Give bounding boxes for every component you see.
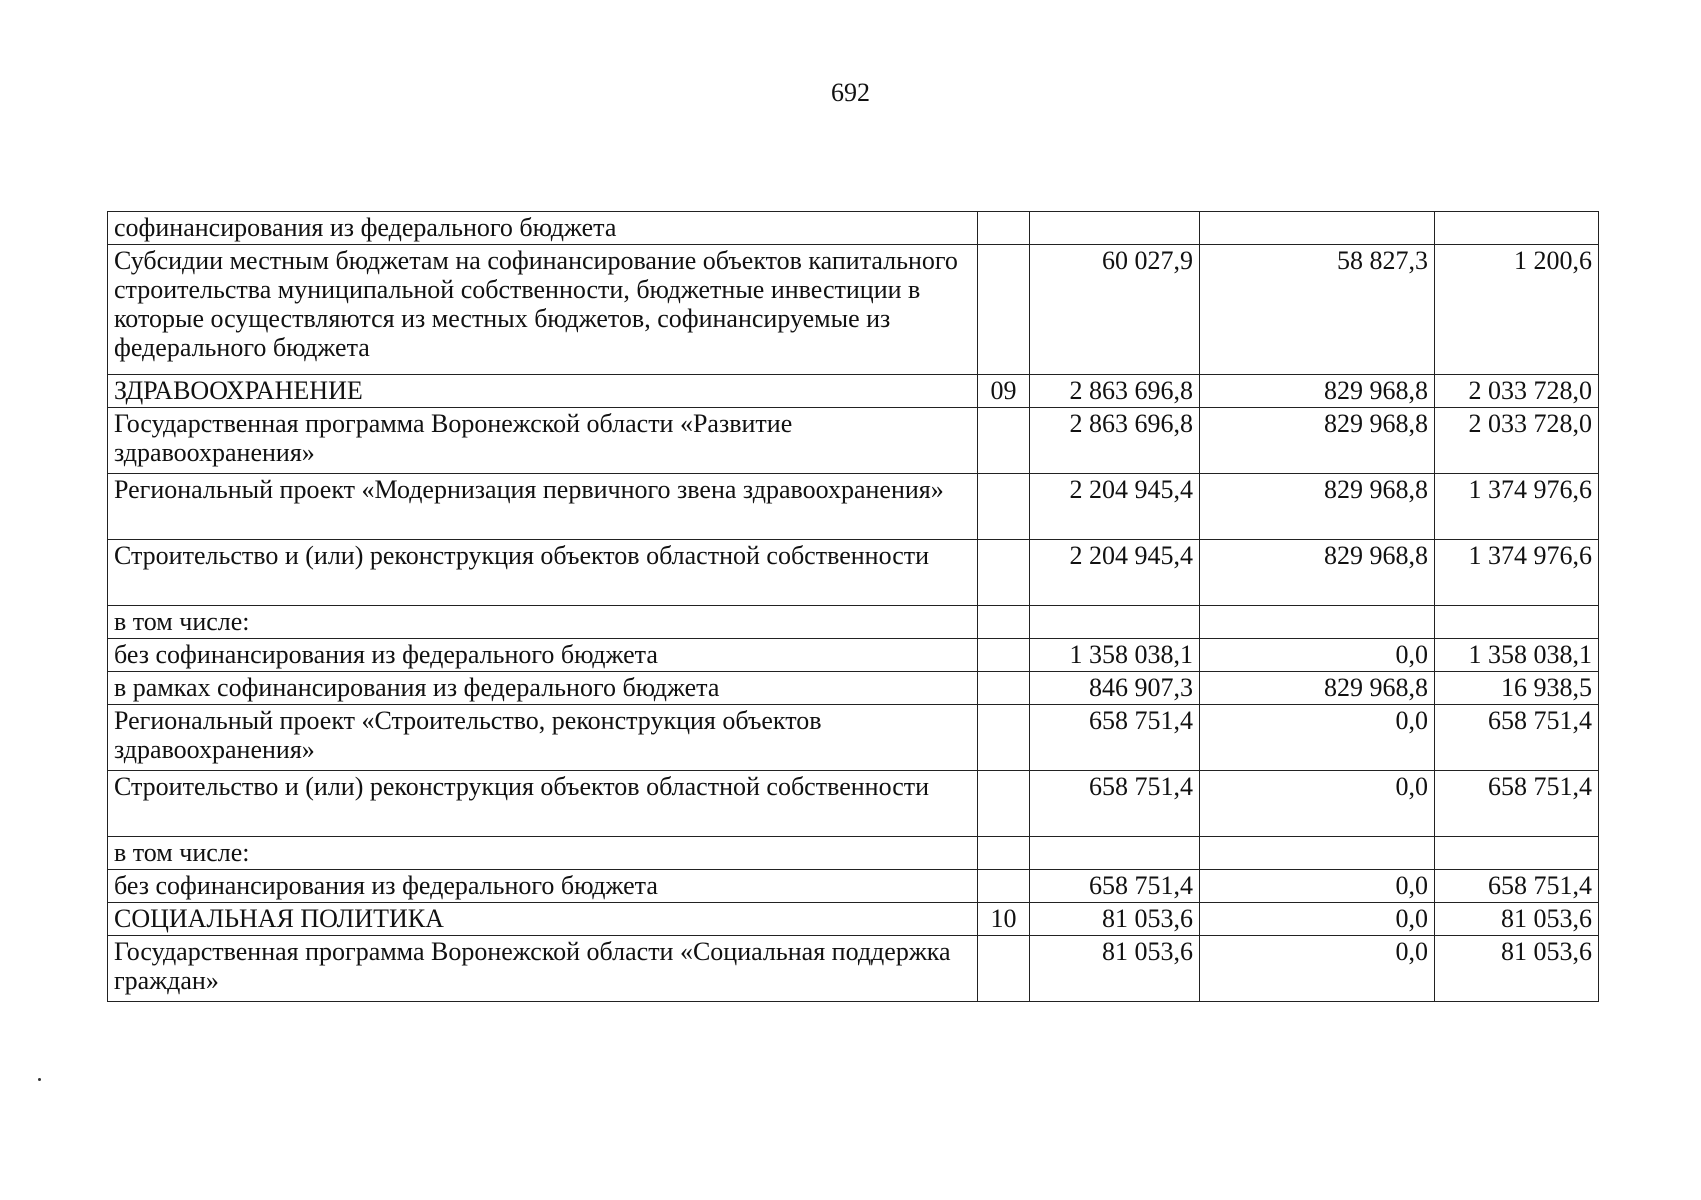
row-name-cell: ЗДРАВООХРАНЕНИЕ xyxy=(108,375,978,408)
federal-amount-cell: 829 968,8 xyxy=(1200,540,1435,606)
section-code-cell xyxy=(978,474,1030,540)
total-amount-cell: 658 751,4 xyxy=(1030,771,1200,837)
regional-amount-cell: 658 751,4 xyxy=(1435,705,1599,771)
section-code-cell xyxy=(978,540,1030,606)
total-amount-cell: 81 053,6 xyxy=(1030,903,1200,936)
row-name-cell: Строительство и (или) реконструкция объектов областной собственности xyxy=(108,771,978,837)
federal-amount-cell: 0,0 xyxy=(1200,705,1435,771)
federal-amount-cell: 0,0 xyxy=(1200,771,1435,837)
federal-amount-cell: 0,0 xyxy=(1200,639,1435,672)
section-code-cell xyxy=(978,672,1030,705)
row-name-cell: Региональный проект «Строительство, реконструкция объектов здравоохранения» xyxy=(108,705,978,771)
regional-amount-cell: 1 200,6 xyxy=(1435,245,1599,375)
row-name-cell: Государственная программа Воронежской области «Развитие здравоохранения» xyxy=(108,408,978,474)
table-body xyxy=(108,212,1599,1002)
regional-amount-cell: 81 053,6 xyxy=(1435,936,1599,1002)
table-row xyxy=(108,903,1599,936)
row-name-cell: в том числе: xyxy=(108,837,978,870)
federal-amount-cell xyxy=(1200,212,1435,245)
row-name-cell: в том числе: xyxy=(108,606,978,639)
total-amount-cell: 2 204 945,4 xyxy=(1030,474,1200,540)
regional-amount-cell: 1 374 976,6 xyxy=(1435,540,1599,606)
total-amount-cell: 846 907,3 xyxy=(1030,672,1200,705)
total-amount-cell: 658 751,4 xyxy=(1030,705,1200,771)
federal-amount-cell: 0,0 xyxy=(1200,936,1435,1002)
section-code-cell xyxy=(978,606,1030,639)
federal-amount-cell: 829 968,8 xyxy=(1200,408,1435,474)
section-code-cell xyxy=(978,639,1030,672)
table-row xyxy=(108,375,1599,408)
section-code-cell xyxy=(978,837,1030,870)
section-code-cell xyxy=(978,870,1030,903)
federal-amount-cell: 829 968,8 xyxy=(1200,375,1435,408)
total-amount-cell: 81 053,6 xyxy=(1030,936,1200,1002)
section-code-cell xyxy=(978,771,1030,837)
page-number: 692 xyxy=(831,78,870,107)
federal-amount-cell xyxy=(1200,606,1435,639)
table-row xyxy=(108,212,1599,245)
regional-amount-cell: 658 751,4 xyxy=(1435,771,1599,837)
section-code-cell xyxy=(978,212,1030,245)
regional-amount-cell: 1 358 038,1 xyxy=(1435,639,1599,672)
federal-amount-cell: 829 968,8 xyxy=(1200,672,1435,705)
regional-amount-cell xyxy=(1435,837,1599,870)
total-amount-cell: 658 751,4 xyxy=(1030,870,1200,903)
scan-artifact-dot xyxy=(38,1078,41,1081)
total-amount-cell: 2 863 696,8 xyxy=(1030,408,1200,474)
total-amount-cell: 60 027,9 xyxy=(1030,245,1200,375)
section-code-cell: 10 xyxy=(978,903,1030,936)
total-amount-cell xyxy=(1030,606,1200,639)
table-row xyxy=(108,705,1599,771)
section-code-cell: 09 xyxy=(978,375,1030,408)
table-row xyxy=(108,408,1599,474)
regional-amount-cell: 2 033 728,0 xyxy=(1435,375,1599,408)
row-name-cell: софинансирования из федерального бюджета xyxy=(108,212,978,245)
total-amount-cell xyxy=(1030,212,1200,245)
table-row xyxy=(108,870,1599,903)
row-name-cell: Региональный проект «Модернизация первичного звена здравоохранения» xyxy=(108,474,978,540)
table-row xyxy=(108,245,1599,375)
row-name-cell: Государственная программа Воронежской области «Социальная поддержка граждан» xyxy=(108,936,978,1002)
row-name-cell: Строительство и (или) реконструкция объектов областной собственности xyxy=(108,540,978,606)
row-name-cell: СОЦИАЛЬНАЯ ПОЛИТИКА xyxy=(108,903,978,936)
row-name-cell: Субсидии местным бюджетам на софинансирование объектов капитального строительства муниципальной собственности, бюджетные инвестиции в которые осуществляются из местных бюджетов, софинансируемые из федерального бюджета xyxy=(108,245,978,375)
section-code-cell xyxy=(978,705,1030,771)
federal-amount-cell: 0,0 xyxy=(1200,903,1435,936)
total-amount-cell: 1 358 038,1 xyxy=(1030,639,1200,672)
section-code-cell xyxy=(978,408,1030,474)
table-row xyxy=(108,606,1599,639)
table-row xyxy=(108,639,1599,672)
table-row xyxy=(108,540,1599,606)
regional-amount-cell: 81 053,6 xyxy=(1435,903,1599,936)
regional-amount-cell: 1 374 976,6 xyxy=(1435,474,1599,540)
total-amount-cell xyxy=(1030,837,1200,870)
regional-amount-cell xyxy=(1435,212,1599,245)
row-name-cell: в рамках софинансирования из федерального бюджета xyxy=(108,672,978,705)
federal-amount-cell xyxy=(1200,837,1435,870)
total-amount-cell: 2 204 945,4 xyxy=(1030,540,1200,606)
table-row xyxy=(108,936,1599,1002)
table-row xyxy=(108,771,1599,837)
row-name-cell: без софинансирования из федерального бюджета xyxy=(108,639,978,672)
table-row xyxy=(108,474,1599,540)
regional-amount-cell xyxy=(1435,606,1599,639)
row-name-cell: без софинансирования из федерального бюджета xyxy=(108,870,978,903)
budget-table xyxy=(107,211,1599,1002)
section-code-cell xyxy=(978,936,1030,1002)
table-row xyxy=(108,672,1599,705)
table-row xyxy=(108,837,1599,870)
federal-amount-cell: 0,0 xyxy=(1200,870,1435,903)
regional-amount-cell: 16 938,5 xyxy=(1435,672,1599,705)
federal-amount-cell: 829 968,8 xyxy=(1200,474,1435,540)
regional-amount-cell: 2 033 728,0 xyxy=(1435,408,1599,474)
section-code-cell xyxy=(978,245,1030,375)
total-amount-cell: 2 863 696,8 xyxy=(1030,375,1200,408)
federal-amount-cell: 58 827,3 xyxy=(1200,245,1435,375)
regional-amount-cell: 658 751,4 xyxy=(1435,870,1599,903)
